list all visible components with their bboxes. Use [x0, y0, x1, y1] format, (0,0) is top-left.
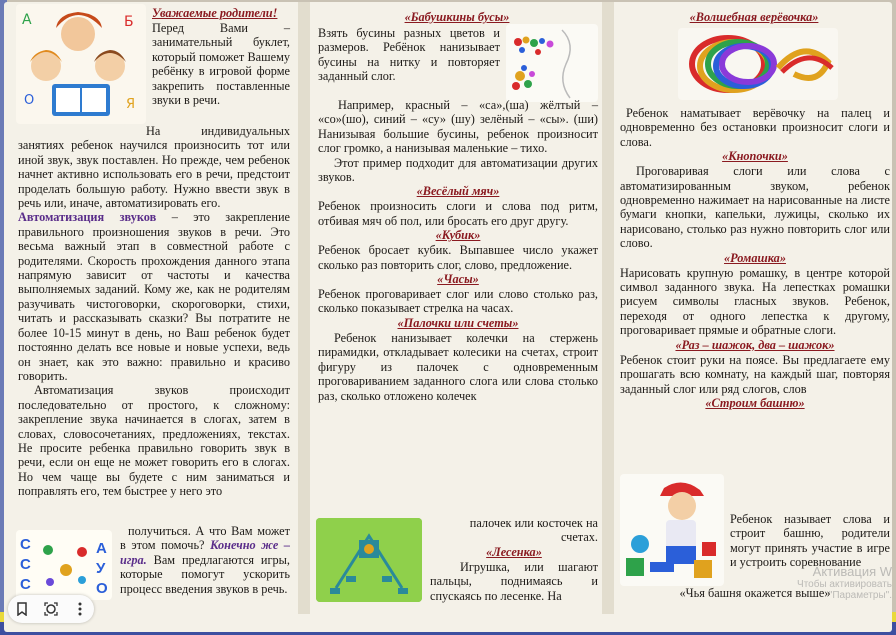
beads-note: Этот пример подходит для автоматизации других звуков.: [318, 155, 598, 185]
buttons-text: Проговаривая слоги или слова с автоматизированным звуком, ребенок одновременно нажимает на нарисованные на листе бумаги кнопки, капельки, лужицы, сколько их нарисовано, столько раз нужно повторить слог или слово.: [620, 164, 890, 251]
image-toolbar: [8, 595, 94, 623]
column-parents: [14, 2, 292, 614]
beads-text: Взять бусины разных цветов и размеров. Ребёнок нанизывает бусины на нитку и повторяет заданный слог.: [318, 26, 500, 84]
cubes-text: Ребенок бросает кубик. Выпавшее число укажет сколько раз повторить слог, слово, предложение.: [318, 243, 598, 272]
letter-a: А: [96, 540, 107, 557]
svg-text:Я: Я: [126, 97, 136, 112]
letter-o: О: [96, 580, 108, 597]
greeting-title: Уважаемые родители!: [152, 6, 278, 20]
letter-c: С: [20, 556, 31, 573]
steps-text: Ребенок стоит руки на поясе. Вы предлагаете ему прошагать всю комнату, на каждый шаг, повторяя заданный слог или ряд слогов, слов: [620, 352, 890, 396]
ladder-text: Игрушка, или шагают пальцы, поднимаясь и спускаясь по лесенке. На: [430, 559, 598, 603]
chamomile-title: «Ромашка»: [724, 250, 786, 265]
intro-top-text: Перед Вами – занимательный буклет, который поможет Вашему ребёнку в игровой форме закрепить поставленные звуки в речи.: [152, 21, 290, 108]
closing-games: Конечно же – игра.: [120, 538, 291, 567]
cubes-title: «Кубик»: [435, 228, 481, 243]
kids-reading-illustration: [16, 4, 146, 124]
column-divider: [298, 2, 310, 614]
buttons-title: «Кнопочки»: [722, 149, 788, 164]
ball-title: «Весёлый мяч»: [416, 184, 500, 199]
column-games-2: [616, 2, 892, 614]
automation-steps-text: Автоматизация звуков происходит последовательно от простого, к сложному: закрепление звука начинается в слогах, затем в словах, словосочетаниях, предложениях, текстах. Не просите ребенка правильно говорить звук в речи, если он еще не может говорить его в слогах. Но чем чаще вы будете с ним заниматься и поправлять его, тем быстрее у него это: [18, 383, 290, 499]
bookmark-icon[interactable]: [13, 600, 31, 618]
svg-text:А: А: [22, 12, 32, 28]
automation-term: Автоматизация звуков: [18, 210, 157, 225]
closing-end: Вам предлагаются игры, которые помогут ускорить процесс введения звуков в речь.: [120, 552, 290, 596]
sticks-tail: палочек или косточек на счетах.: [469, 516, 598, 545]
svg-text:Б: Б: [124, 14, 134, 30]
chamomile-text: Нарисовать крупную ромашку, в центре которой символ заданного звука. На лепестках ромашки рисуем символы гласных звуков. Ребенок, переходя от одного лепестка к другому, проговаривает прямые и обратные слоги.: [620, 265, 890, 338]
activation-watermark: [764, 564, 892, 601]
sticks-title: «Палочки или счеты»: [397, 315, 519, 330]
beads-illustration: [506, 24, 598, 102]
column-divider: [602, 2, 614, 614]
automation-paragraph: [18, 210, 290, 383]
rope-title: «Волшебная верёвочка»: [689, 10, 819, 24]
clock-title: «Часы»: [437, 272, 479, 287]
beads-example: Например, красный – «са»,(ша) жёлтый – «со»(шо), синий – «су» (шу) зелёный – «сы». (ши) Нанизывая большие бусины, ребенок произносит слог громко, а нанизывая маленькие – тихо.: [318, 98, 598, 156]
tower-quote: «Чья башня окажется выше»: [679, 586, 831, 600]
tower-text: Ребенок называет слова и строит башню, родители могут принять участие в игре и устроить соревнование: [730, 512, 890, 570]
watermark-line-1: Активация W: [812, 564, 892, 579]
ladder-title: «Лесенка»: [486, 544, 542, 559]
tower-title: «Строим башню»: [705, 395, 805, 410]
rope-text: Ребенок наматывает верёвочку на палец и одновременно без остановки произносит слоги и слова.: [620, 106, 890, 149]
booklet-page: [4, 2, 892, 632]
rope-illustration: [678, 28, 838, 100]
letter-u: У: [96, 560, 106, 577]
lens-search-icon[interactable]: [42, 600, 60, 618]
ladder-illustration: [316, 518, 422, 602]
watermark-line-3: "Параметры".: [828, 590, 892, 601]
steps-title: «Раз – шажок, два – шажок»: [675, 337, 835, 352]
svg-text:О: О: [24, 93, 35, 108]
watermark-line-2: Чтобы активировать: [797, 579, 892, 590]
ball-text: Ребенок произносить слоги и слова под ритм, отбивая мяч об пол, или бросать его друг другу.: [318, 199, 598, 228]
closing-paragraph: [120, 524, 290, 596]
automation-text: – это закрепление правильного произношения звуков в речи. Это весьма важный этап в совместной работе с родителями. Скорость прохождения данного этапа напрямую зависит от частоты и качества выполняемых заданий. Кому же, как не родителям разучивать чистоговорки, скороговорки, стихи, читать и рассказывать сказки? Вы потратите не более 10-15 минут в день, но Ваш ребенок будет постоянно делать все новые и новые успехи, ведь он знает, как это важно: правильно и красиво говорить.: [18, 210, 290, 383]
letter-c: С: [20, 576, 31, 593]
more-icon[interactable]: [71, 600, 89, 618]
sticks-text: Ребенок нанизывает колечки на стержень пирамидки, откладывает колесики на счетах, строит фигуру из палочек с одновременным проговариванием заданного слога или слова столько раз, сколько отложено колечек: [318, 330, 598, 403]
letters-illustration: [16, 530, 112, 600]
letter-c: С: [20, 536, 31, 553]
boy-with-blocks-illustration: [620, 474, 724, 586]
clock-text: Ребенок проговаривает слог или слово столько раз, сколько показывает стрелка на часах.: [318, 287, 598, 316]
column-games-1: [314, 2, 600, 614]
closing-start: получиться. А что Вам может в этом помочь?: [120, 524, 290, 553]
intro-bottom-text: На индивидуальных занятиях ребенок научился произносить тот или иной звук, звук поставлен. Но прежде, чем ребенок начнет активно использовать его в речи, предстоит проделать большую работу. Нужно ввести звук в речь или, иначе, автоматизировать его.: [18, 124, 290, 211]
beads-title: «Бабушкины бусы»: [404, 10, 510, 24]
